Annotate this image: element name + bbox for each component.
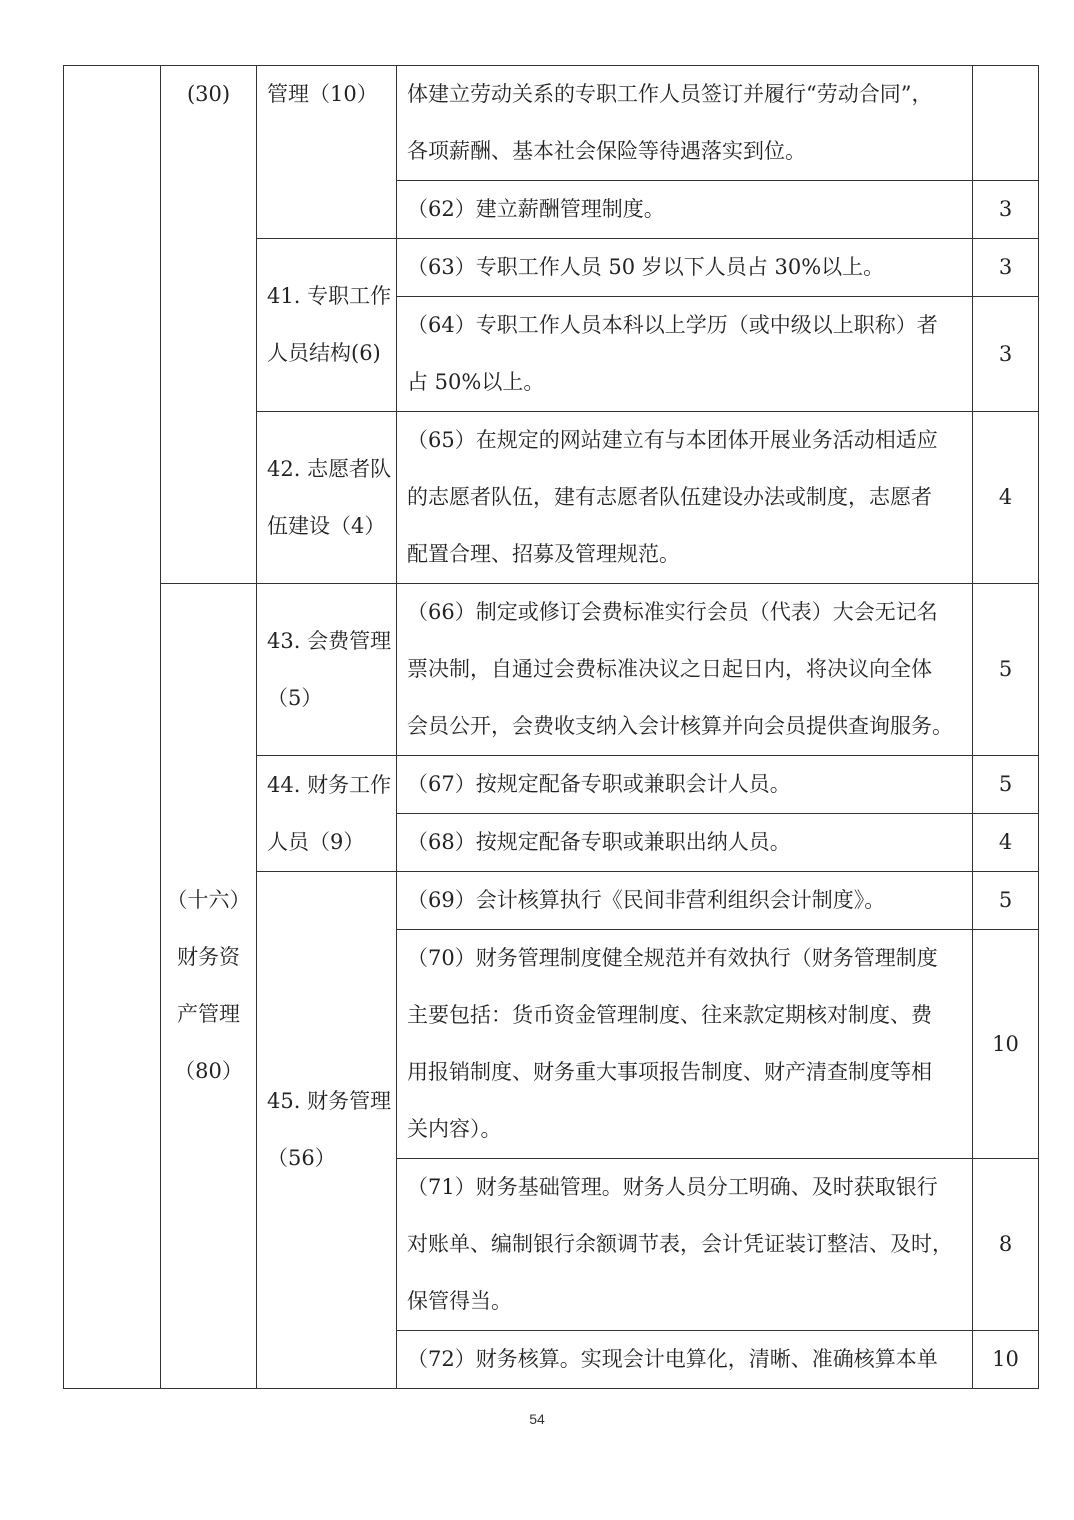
score-cell bbox=[973, 66, 1039, 181]
score-cell: 3 bbox=[973, 297, 1039, 412]
criterion-cell: （68）按规定配备专职或兼职出纳人员。 bbox=[397, 814, 973, 872]
score-cell: 5 bbox=[973, 756, 1039, 814]
score-cell: 4 bbox=[973, 814, 1039, 872]
score-cell: 10 bbox=[973, 930, 1039, 1159]
category-cell-prev: (30) bbox=[161, 66, 257, 584]
table-row bbox=[64, 584, 1039, 756]
item-cell-40: 管理（10） bbox=[257, 66, 397, 239]
score-cell: 3 bbox=[973, 181, 1039, 239]
criterion-cell: （62）建立薪酬管理制度。 bbox=[397, 181, 973, 239]
category-cell-empty bbox=[64, 66, 161, 1389]
score-cell: 8 bbox=[973, 1159, 1039, 1331]
score-cell: 5 bbox=[973, 872, 1039, 930]
item-cell-42: 42. 志愿者队 伍建设（4） bbox=[257, 412, 397, 584]
criterion-cell: （71）财务基础管理。财务人员分工明确、及时获取银行 对账单、编制银行余额调节表，会计凭证装订整洁、及时， 保管得当。 bbox=[397, 1159, 973, 1331]
criterion-cell: （70）财务管理制度健全规范并有效执行（财务管理制度 主要包括：货币资金管理制度、往来款定期核对制度、费 用报销制度、财务重大事项报告制度、财产清查制度等相 关内容）。 bbox=[397, 930, 973, 1159]
item-cell-44: 44. 财务工作 人员（9） bbox=[257, 756, 397, 872]
item-cell-45: 45. 财务管理 （56） bbox=[257, 872, 397, 1389]
score-cell: 4 bbox=[973, 412, 1039, 584]
score-cell: 5 bbox=[973, 584, 1039, 756]
score-cell: 10 bbox=[973, 1331, 1039, 1389]
item-cell-43: 43. 会费管理 （5） bbox=[257, 584, 397, 756]
category-cell-16: （十六） 财务资 产管理 （80） bbox=[161, 584, 257, 1389]
criterion-cell: （67）按规定配备专职或兼职会计人员。 bbox=[397, 756, 973, 814]
evaluation-table bbox=[63, 65, 1039, 1389]
criterion-cell: （65）在规定的网站建立有与本团体开展业务活动相适应 的志愿者队伍，建有志愿者队伍建设办法或制度，志愿者 配置合理、招募及管理规范。 bbox=[397, 412, 973, 584]
criterion-cell: （66）制定或修订会费标准实行会员（代表）大会无记名 票决制，自通过会费标准决议之日起日内，将决议向全体 会员公开，会费收支纳入会计核算并向会员提供查询服务。 bbox=[397, 584, 973, 756]
criterion-cell: （64）专职工作人员本科以上学历（或中级以上职称）者 占 50%以上。 bbox=[397, 297, 973, 412]
criterion-cell: 体建立劳动关系的专职工作人员签订并履行“劳动合同”， 各项薪酬、基本社会保险等待遇落实到位。 bbox=[397, 66, 973, 181]
criterion-cell: （63）专职工作人员 50 岁以下人员占 30%以上。 bbox=[397, 239, 973, 297]
item-cell-41: 41. 专职工作 人员结构(6) bbox=[257, 239, 397, 412]
criterion-cell: （72）财务核算。实现会计电算化，清晰、准确核算本单 bbox=[397, 1331, 973, 1389]
page-number: 54 bbox=[529, 1411, 545, 1427]
table-row bbox=[64, 66, 1039, 181]
score-cell: 3 bbox=[973, 239, 1039, 297]
criterion-cell: （69）会计核算执行《民间非营利组织会计制度》。 bbox=[397, 872, 973, 930]
